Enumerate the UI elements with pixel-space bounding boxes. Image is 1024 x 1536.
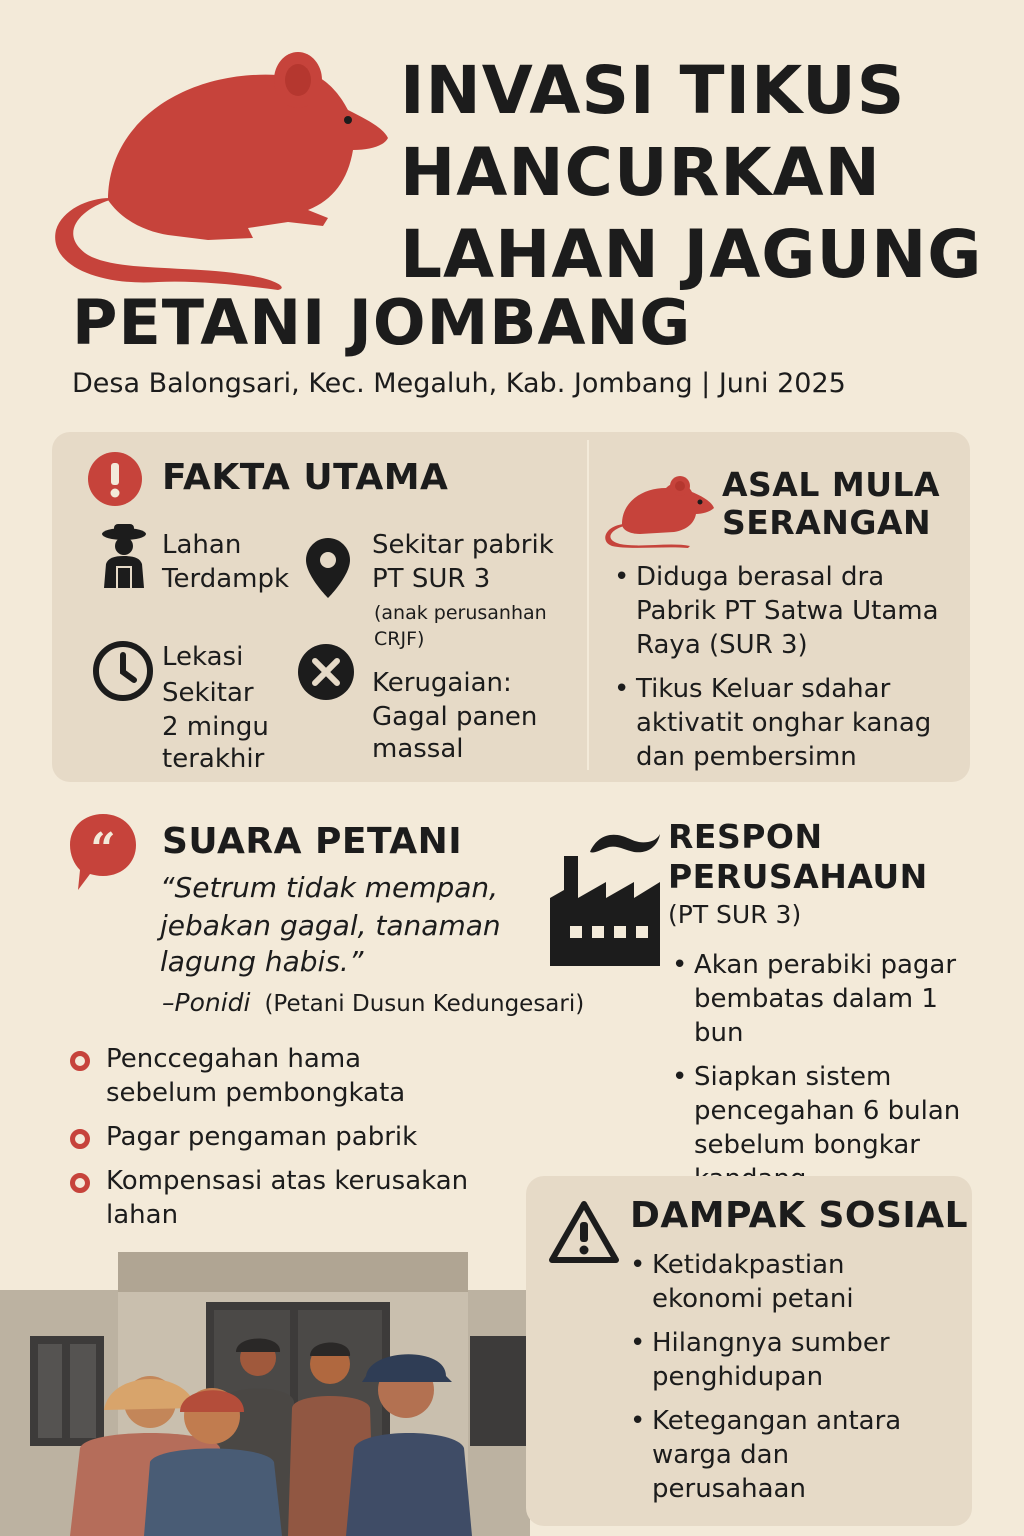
dampak-item-1: • Ketidakpastian ekonomi petani (630, 1248, 950, 1316)
quote-line-3: lagung habis.” (160, 945, 364, 978)
fakta-heading: FAKTA UTAMA (162, 457, 449, 498)
respon-heading-line-1: RESPON (668, 817, 823, 856)
waktu-line-1: Lekasi (162, 642, 244, 672)
warning-icon (548, 1200, 620, 1264)
respon-list (672, 948, 992, 1206)
quote-author-note: (Petani Dusun Kedungesari) (264, 991, 585, 1017)
clock-icon (92, 640, 154, 702)
lokasi-note-2: CRJF) (374, 628, 425, 650)
quote-line-1: “Setrum tidak mempan, (160, 871, 499, 904)
lahan-line-1: Lahan (162, 530, 242, 560)
demands-list (70, 1042, 470, 1242)
title-line-2: HANCURKAN (400, 134, 881, 211)
rat-small-icon (600, 474, 716, 548)
farmer-icon (96, 524, 152, 590)
svg-text:“: “ (90, 824, 116, 875)
demand-item-1: Penccegahan hama sebelum pembongkata (70, 1042, 470, 1110)
title-line-3: LAHAN JAGUNG (400, 216, 983, 293)
dampak-item-3: • Ketegangan antara warga dan perusahaan (630, 1404, 950, 1506)
quote-bubble-icon (70, 814, 136, 890)
subtitle-location-date: Desa Balongsari, Kec. Megaluh, Kab. Jombang | Juni 2025 (72, 368, 846, 399)
quote-author: –Ponidi (162, 988, 251, 1017)
respon-item-2: • Siapkan sistem pencegahan 6 bulan sebelum bongkar (672, 1060, 992, 1196)
waktu-line-2: Sekitar (162, 678, 254, 708)
respon-sub: (PT SUR 3) (668, 900, 802, 929)
suara-heading: SUARA PETANI (162, 821, 463, 862)
demand-item-2: Pagar pengaman pabrik (70, 1120, 470, 1154)
factory-icon (550, 826, 660, 966)
title-line-1: INVASI TIKUS (400, 52, 906, 129)
respon-item-1: • Akan perabiki pagar bembatas dalam 1 bun (672, 948, 992, 1050)
kerugian-line-1: Kerugaian: (372, 668, 512, 698)
x-circle-icon (298, 644, 354, 700)
kerugian-line-3: massal (372, 734, 464, 764)
lokasi-note-1: (anak perusanhan (374, 602, 547, 624)
crowd-at-factory-illustration (0, 1252, 530, 1536)
dampak-item-2: • Hilangnya sumber penghidupan (630, 1326, 950, 1394)
lahan-line-2: Terdampk (162, 564, 290, 594)
asal-heading-line-2: SERANGAN (722, 503, 932, 542)
lokasi-line-1: Sekitar pabrik (372, 530, 554, 560)
asal-item-2: • Tikus Keluar sdahar aktivatit onghar kanag dan pembersimn (614, 672, 954, 774)
respon-heading-line-2: PERUSAHAUN (668, 857, 928, 896)
asal-item-1: • Diduga berasal dra Pabrik PT Satwa Utama Raya (SUR 3) (614, 560, 954, 662)
demand-item-3: Kompensasi atas kerusakan lahan (70, 1164, 470, 1232)
kerugian-line-2: Gagal panen (372, 702, 538, 732)
waktu-line-3: 2 mingu (162, 712, 269, 742)
dampak-list (630, 1248, 950, 1516)
asal-heading-line-1: ASAL MULA (722, 465, 941, 504)
map-pin-icon (306, 538, 350, 598)
title-line-4: PETANI JOMBANG (72, 286, 692, 359)
exclamation-icon (88, 452, 142, 506)
asal-list (614, 560, 954, 784)
lokasi-line-2: PT SUR 3 (372, 564, 491, 594)
quote-line-2: jebakan gagal, tanaman (160, 909, 501, 942)
dampak-heading: DAMPAK SOSIAL (630, 1195, 969, 1236)
panel-divider (587, 440, 589, 770)
rat-illustration (48, 50, 393, 290)
quote-attribution (162, 988, 584, 1017)
waktu-line-4: terakhir (162, 744, 265, 774)
